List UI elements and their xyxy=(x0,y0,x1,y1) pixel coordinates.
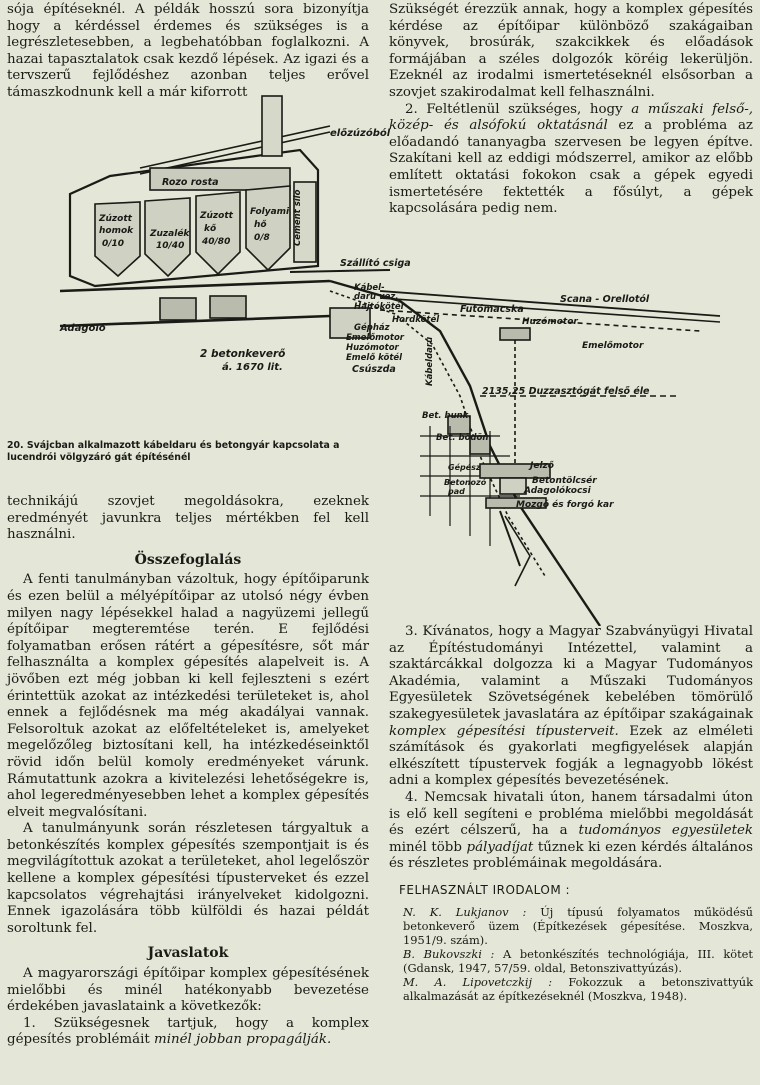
mixer-2 xyxy=(210,296,246,318)
diagram-label: Szállító csiga xyxy=(340,258,411,269)
heading-summary: Összefoglalás xyxy=(134,551,242,568)
screw-conveyor xyxy=(290,270,390,272)
diagram-label: daru vez. xyxy=(354,292,399,302)
diagram-label: Folyami xyxy=(250,207,290,217)
reference-item: M. A. Lipovetczkij : Fokozzuk a betonszivattyúk alkalmazását az építkezéseknél (Moszkva, 1948). xyxy=(403,974,753,1003)
diagram-label: Bet. bödön xyxy=(436,433,489,443)
hopper xyxy=(500,478,526,494)
diagram-label: Adagoló xyxy=(60,323,106,334)
diagram-label: Gépész xyxy=(448,463,481,472)
diagram-label: pad xyxy=(448,487,465,496)
diagram-label: Jelző xyxy=(530,461,554,471)
diagram-label: Zúzott xyxy=(200,211,233,221)
left-column-bottom xyxy=(7,494,369,1049)
point-4: 4. Nemcsak hivatali úton, hanem társadalmi úton is elő kell segíteni e probléma mielőbbi megoldását és ezért célszerű, ha a tudományos egyesületek minél több pályadíjat tűznek ki ezen kérdés általános és részletes problémáinak megoldására. xyxy=(389,789,754,872)
trolley xyxy=(500,328,530,340)
diagram-label: Bet. bunk. xyxy=(422,411,472,421)
diagram-label: Zuzalék xyxy=(150,229,190,239)
diagram-label: Adagolókocsi xyxy=(524,486,591,496)
diagram-label: Kábeldaru xyxy=(425,336,435,386)
paragraph: sója építéseknél. A példák hosszú sora bizonyítja hogy a kérdéssel érdemes és szükséges is a legrészletesebben, a legbehatóbban foglalkozni. A hazai tapasztalatok csak kezdő lépések. Az igazi és a tervszerű fejlődéshez azonban teljes erővel támaszkodnunk kell a már kiforrott xyxy=(7,2,369,100)
point-3: 3. Kívánatos, hogy a Magyar Szabványügyi Hivatal az Építéstudományi Intézettel, valamint a szaktárcákkal dolgozza ki a Magyar Tudományos Akadémia, valamint a Műszaki Tudományos Egyesületek Szövetségének kebelében tömörülő szakegyesületek javaslatára az építőipar szakágainak komplex gépesítési típusterveit. Ezek az elméleti számítások és gyakorlati megfigyelések alapján elkészített típustervek fogják a legnagyobb lökést adni a komplex gépesítés bevezetésének. xyxy=(389,624,753,789)
feed-conveyor xyxy=(140,126,330,168)
diagram-label: Csúszda xyxy=(352,364,396,375)
paragraph: A tanulmányunk során részletesen tárgyaltuk a betonkészítés komplex gépesítés szempontjait is és megvilágítottuk azokat a területeket, ahol legelőször kellene a komplex gépesítési típusterveket és ezzel kapcsolatos végrehajtási irányelveket kidolgozni. Ennek igazolására több külföldi és hazai példát soroltunk fel. xyxy=(7,821,369,936)
paragraph: A magyarországi építőipar komplex gépesítésének mielőbbi és minél hatékonyabb bevezetése érdekében javaslataink a következők: xyxy=(7,966,369,1015)
diagram-label: á. 1670 lit. xyxy=(222,362,283,373)
reference-item: N. K. Lukjanov : Új típusú folyamatos működésű betonkeverő üzem (Építkezések gépesítése. Moszkva, 1951/9. szám). xyxy=(403,904,753,947)
right-column-top xyxy=(389,2,753,218)
diagram-label: 2135,25 Duzzasztógát felső éle xyxy=(482,386,650,397)
silo-3 xyxy=(196,192,240,274)
diagram-label: kő xyxy=(204,224,217,234)
carrying-cable xyxy=(380,291,720,316)
paragraph: A fenti tanulmányban vázoltuk, hogy építőiparunk és ezen belül a mélyépítőipar az utolsó négy évben milyen nagy lépésekkel halad a nagyüzemi jellegű építőipar megteremtése terén. E fejlődési folyamatban erősen rátért a gépesítésre, sőt már felhasználta a komplex gépesítés alapelveit is. A jövőben ezt még jobban ki kell fejleszteni s ezért érintettük azokat az intézkedési területeket is, ahol ennek a fejlődésnek ma még akadályai vannak. Felsoroltuk azokat az előfeltételeket is, amelyeket megelőzőleg biztosítani kell, ha intézkedéseinktől rövid időn belül komoly eredményeket várunk. Rámutattunk azokra a kivitelezési lehetőségekre is, ahol legeredményesebben lehet a komplex gépesítés elveit megvalósítani. xyxy=(7,572,369,820)
diagram-label: 0/8 xyxy=(254,233,270,243)
right-column-bottom xyxy=(389,624,753,1003)
mixer-1 xyxy=(160,298,196,320)
heading-proposals: Javaslatok xyxy=(147,945,229,962)
diagram-label: Hordkötél xyxy=(392,315,440,325)
diagram-label: Gépház xyxy=(354,323,390,333)
silo-4 xyxy=(246,186,290,270)
diagram-label: 10/40 xyxy=(156,241,185,251)
diagram-label: Betontölcsér xyxy=(532,476,597,486)
diagram-label: Rozo rosta xyxy=(162,177,219,188)
diagram-label: Scana - Orellotól xyxy=(560,294,650,305)
paragraph: technikájú szovjet megoldásokra, ezeknek eredményét javunkra teljes mértékben fel kell használni. xyxy=(7,494,369,543)
reference-item: B. Bukovszki : A betonkészítés technológiája, III. kötet (Gdansk, 1947, 57/59. oldal, Betonszivattyúzás). xyxy=(403,946,753,975)
diagram-label: Mozgó és forgó kar xyxy=(516,500,614,510)
diagram-label: Kábel- xyxy=(354,283,385,293)
left-column-top xyxy=(7,2,369,102)
paragraph: Szükségét érezzük annak, hogy a komplex gépesítés kérdése az építőipar különböző szakágaiban könyvek, brosúrák, szakcikkek és előadások formájában a széles dolgozók köréig lekerüljön. Ezeknél az irodalmi ismertetéseknél elsősorban a szovjet szakirodalmat kell felhasználni. xyxy=(389,2,753,100)
diagram-label: Emelő kötél xyxy=(346,353,403,363)
diagram-label: Zúzott xyxy=(99,214,132,224)
diagram-label: Emelőmotor xyxy=(346,333,404,343)
diagram-label: 0/10 xyxy=(102,239,125,249)
point-1: 1. Szükségesnek tartjuk, hogy a komplex gépesítés problémáit minél jobban propagálják. xyxy=(7,1015,369,1048)
diagram-label: Cement silo xyxy=(293,189,303,246)
references xyxy=(389,883,753,1003)
diagram-label: Huzómotor xyxy=(346,343,399,353)
point-2: 2. Feltétlenül szükséges, hogy a műszaki felső-, közép- és alsófokú oktatásnál ez a probléma az előadandó tananyagba szervesen be legyen építve. Szakítani kell az eddigi módszerrel, amikor az előbb említett oktatási fokokon csak a gépek egyedi ismertetésére fektették a fősúlyt, a gépek kapcsolására pedig nem. xyxy=(389,101,753,217)
diagram-label: 2 betonkeverő xyxy=(200,348,286,360)
figure-caption: 20. Svájcban alkalmazott kábeldaru és betongyár kapcsolata a lucendrói völgyzáró gát építésénél xyxy=(7,440,340,463)
tower xyxy=(262,96,282,156)
diagram-label: Emelőmotor xyxy=(582,341,644,351)
diagram-label: 40/80 xyxy=(202,237,231,247)
diagram-label: hő xyxy=(254,220,267,230)
diagram-label: Betonozó xyxy=(444,478,487,487)
diagram-label: homok xyxy=(99,226,134,236)
references-heading: FELHASZNÁLT IRODALOM : xyxy=(399,882,571,897)
diagram-label: Futómacska xyxy=(460,304,524,315)
diagram-label: Huzómotor xyxy=(522,317,578,327)
diagram-label: Hajtókötél xyxy=(354,302,404,312)
diagram-label: előzúzóból xyxy=(330,128,391,139)
